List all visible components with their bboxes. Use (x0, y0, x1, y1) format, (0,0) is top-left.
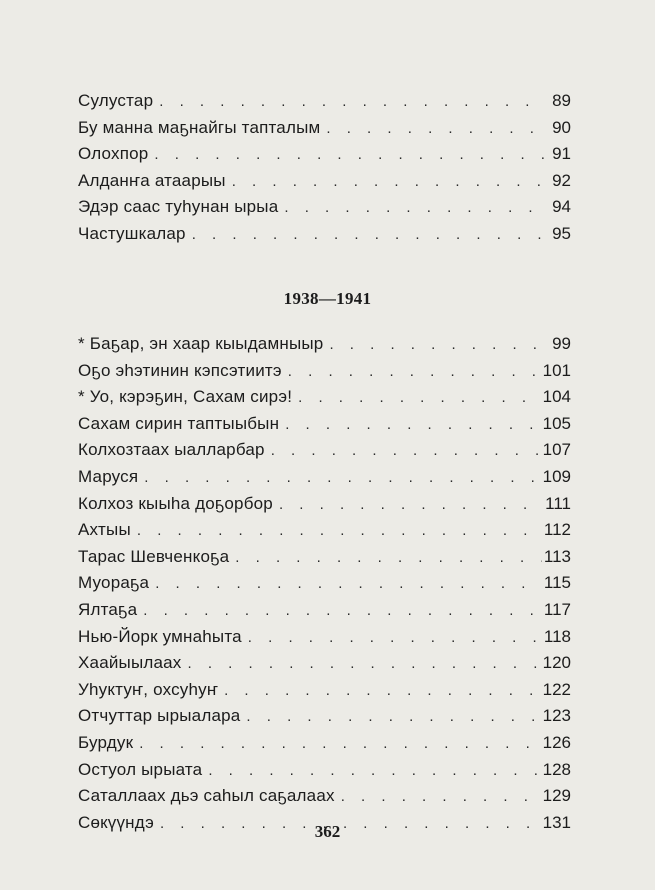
dot-leader (273, 492, 543, 518)
dot-leader (153, 89, 545, 115)
entry-page-number: 112 (543, 520, 571, 540)
dot-leader (292, 385, 540, 411)
entry-page-number: 99 (552, 334, 571, 353)
contents-entry (78, 783, 571, 810)
entry-title: Бу манна маҕнайгы тапталым (78, 117, 321, 137)
entry-title: * Баҕар, эн хаар кыыдамныыр (78, 334, 324, 353)
contents-entry (78, 624, 571, 651)
entry-title: * Уо, кэрэҕин, Сахам сирэ! (78, 387, 293, 407)
entry-page-number: 89 (552, 91, 571, 110)
entry-title: Колхоз кыыһа доҕорбор (78, 493, 273, 513)
entry-page-number: 91 (552, 144, 571, 164)
entry-title: Уһуктуҥ, охсуһуҥ (78, 679, 219, 699)
entry-page-number: 111 (545, 493, 571, 513)
entry-title: Алданҥа атаарыы (78, 170, 226, 190)
contents-entry (78, 757, 571, 784)
contents-entry (78, 491, 571, 518)
entry-page-number: 107 (542, 440, 571, 460)
contents-list-1938-1941 (78, 331, 571, 836)
section-heading: 1938—1941 (283, 289, 372, 308)
entry-page-number: 92 (552, 170, 571, 190)
entry-page-number: 117 (543, 599, 571, 619)
dot-leader (138, 465, 540, 491)
page-number: 362 (314, 822, 341, 841)
dot-leader (182, 651, 541, 677)
dot-leader (335, 784, 541, 810)
contents-entry (78, 437, 571, 464)
contents-entry (78, 544, 571, 571)
contents-entry (78, 570, 571, 597)
contents-entry (78, 141, 571, 168)
entry-title: Тарас Шевченкоҕа (78, 546, 230, 566)
entry-title: Хаайыылаах (78, 653, 182, 673)
dot-leader (278, 195, 545, 221)
entry-title: Частушкалар (78, 223, 186, 243)
entry-page-number: 118 (543, 626, 571, 646)
entry-page-number: 109 (542, 466, 571, 486)
entry-page-number: 90 (552, 117, 571, 137)
entry-title: Эдэр саас туһунан ырыа (78, 197, 279, 217)
entry-page-number: 113 (543, 546, 571, 566)
contents-entry (78, 115, 571, 142)
entry-page-number: 126 (542, 732, 571, 752)
entry-title: Колхозтаах ыалларбар (78, 440, 265, 460)
dot-leader (218, 678, 541, 704)
dot-leader (186, 222, 545, 248)
entry-title: Маруся (78, 466, 139, 486)
contents-entry (78, 730, 571, 757)
entry-page-number: 115 (543, 573, 571, 593)
entry-title: Саталлаах дьэ саһыл саҕалаах (78, 786, 335, 806)
contents-entry (78, 650, 571, 677)
dot-leader (282, 359, 541, 385)
contents-entry (78, 411, 571, 438)
entry-page-number: 122 (542, 679, 571, 699)
dot-leader (323, 332, 545, 358)
entry-page-number: 131 (542, 812, 571, 832)
entry-title: Отчуттар ырыалара (78, 706, 241, 726)
dot-leader (149, 571, 542, 597)
dot-leader (131, 518, 542, 544)
contents-entry (78, 168, 571, 195)
entry-title: Ялтаҕа (78, 599, 138, 619)
entry-title: Бурдук (78, 732, 134, 752)
entry-page-number: 101 (542, 360, 571, 380)
entry-title: Сөкүүндэ (78, 812, 154, 832)
contents-entry (78, 384, 571, 411)
contents-entry (78, 221, 571, 248)
contents-entry (78, 464, 571, 491)
entry-page-number: 95 (552, 223, 571, 243)
dot-leader (242, 625, 542, 651)
dot-leader (226, 169, 545, 195)
entry-title: Муораҕа (78, 573, 150, 593)
entry-page-number: 128 (542, 759, 571, 779)
dot-leader (202, 758, 540, 784)
contents-entry (78, 88, 571, 115)
dot-leader (320, 116, 545, 142)
dot-leader (229, 545, 542, 571)
entry-title: Нью-Йорк умнаһыта (78, 626, 242, 646)
contents-entry (78, 597, 571, 624)
entry-title: Оҕо эһэтинин кэпсэтиитэ (78, 360, 282, 380)
entry-title: Олохпор (78, 144, 149, 164)
dot-leader (133, 731, 540, 757)
contents-entry (78, 331, 571, 358)
entry-title: Ахтыы (78, 520, 131, 540)
entry-page-number: 105 (542, 413, 571, 433)
contents-entry (78, 517, 571, 544)
contents-list-top (78, 88, 571, 248)
entry-page-number: 104 (542, 387, 571, 407)
dot-leader (279, 412, 540, 438)
entry-page-number: 120 (542, 653, 571, 673)
entry-page-number: 94 (552, 197, 571, 217)
dot-leader (137, 598, 542, 624)
dot-leader (148, 142, 545, 168)
entry-title: Остуол ырыата (78, 759, 203, 779)
entry-title: Сахам сирин таптыыбын (78, 413, 280, 433)
dot-leader (240, 704, 540, 730)
entry-page-number: 123 (542, 706, 571, 726)
contents-entry (78, 677, 571, 704)
entry-page-number: 129 (542, 786, 571, 806)
contents-entry (78, 703, 571, 730)
contents-entry (78, 358, 571, 385)
contents-entry (78, 194, 571, 221)
dot-leader (265, 438, 541, 464)
entry-title: Сулустар (78, 91, 154, 110)
